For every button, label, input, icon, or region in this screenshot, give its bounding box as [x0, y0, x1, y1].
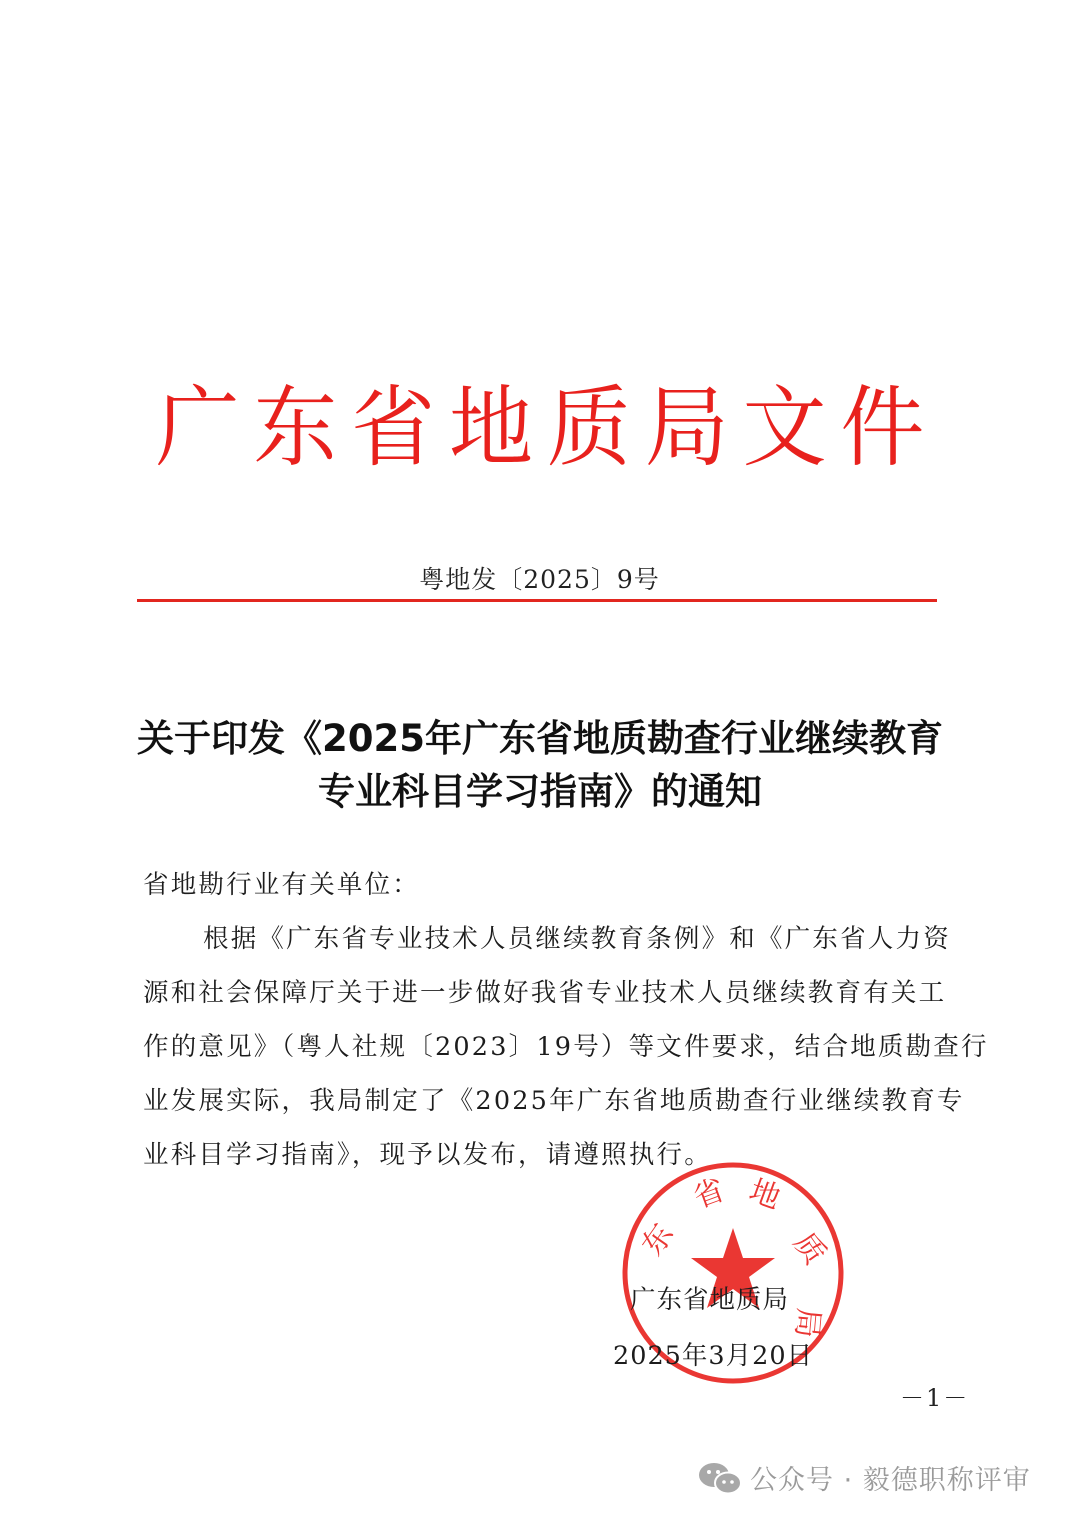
document-title-line-1: 关于印发《2025年广东省地质勘查行业继续教育 [137, 717, 943, 760]
red-divider [137, 599, 937, 602]
salutation: 省地勘行业有关单位： [143, 870, 421, 900]
page-number: －1－ [900, 1384, 970, 1412]
watermark [698, 1458, 1031, 1497]
document-title-line-2: 专业科目学习指南》的通知 [318, 770, 762, 813]
svg-text:东: 东 [635, 1217, 682, 1263]
masthead-char: 件 [840, 375, 925, 479]
svg-text:局: 局 [788, 1306, 826, 1340]
masthead-char: 广 [155, 375, 240, 479]
wechat-icon [698, 1461, 742, 1495]
svg-text:质: 质 [786, 1226, 833, 1272]
masthead-title [150, 365, 930, 479]
signer-name: 广东省地质局 [630, 1285, 790, 1315]
svg-text:地: 地 [744, 1173, 785, 1217]
masthead-char: 质 [546, 375, 631, 479]
masthead-char: 东 [253, 375, 338, 479]
body-line: 源和社会保障厅关于进一步做好我省专业技术人员继续教育有关工 [143, 978, 947, 1008]
masthead-char: 文 [742, 375, 827, 479]
watermark-text: 公众号 · 毅德职称评审 [750, 1465, 1031, 1496]
body-line: 根据《广东省专业技术人员继续教育条例》和《广东省人力资 [203, 924, 951, 954]
masthead-char: 局 [644, 375, 729, 479]
body-line: 作的意见》（粤人社规〔2023〕19号）等文件要求，结合地质勘查行 [143, 1032, 989, 1062]
masthead-char: 省 [351, 375, 436, 479]
body-line: 业发展实际，我局制定了《2025年广东省地质勘查行业继续教育专 [143, 1086, 965, 1116]
document-number: 粤地发〔2025〕9号 [419, 565, 660, 594]
masthead-char: 地 [449, 375, 534, 479]
svg-text:省: 省 [689, 1172, 730, 1216]
issue-date: 2025年3月20日 [613, 1341, 814, 1371]
body-line: 业科目学习指南》，现予以发布，请遵照执行。 [143, 1140, 712, 1170]
